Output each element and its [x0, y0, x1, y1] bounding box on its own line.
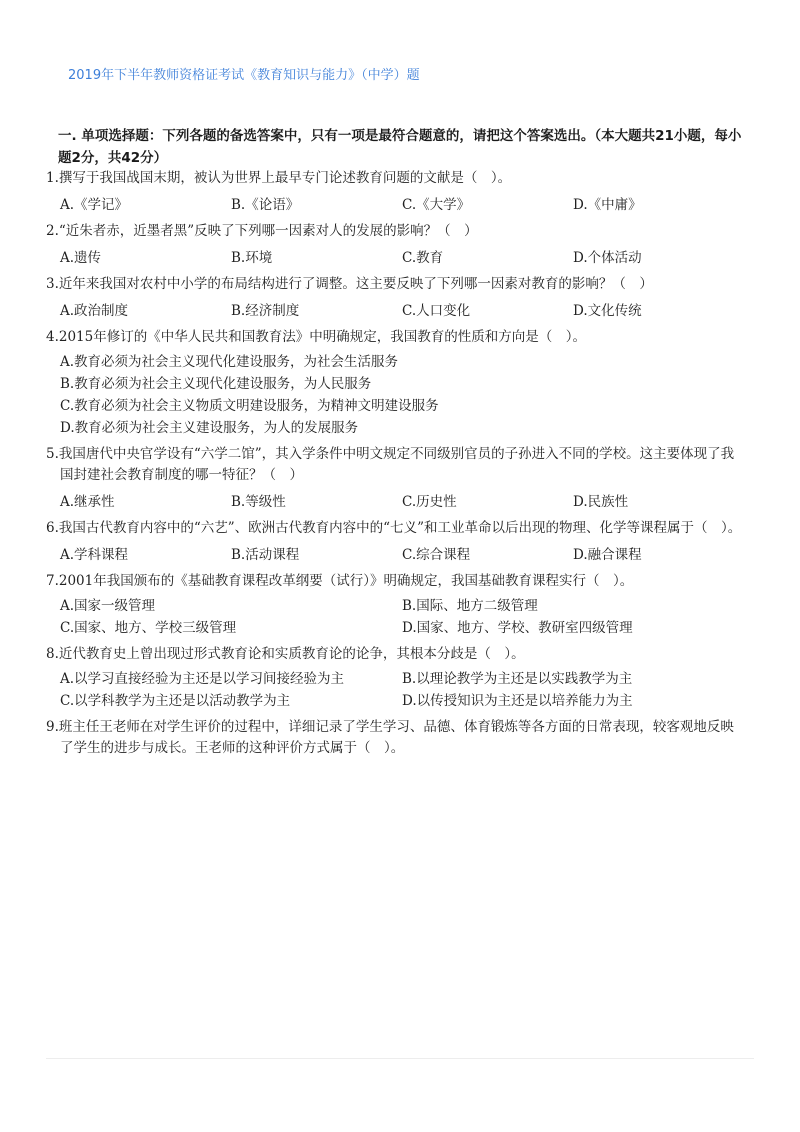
option-a: A.国家一级管理	[60, 598, 156, 614]
question-1	[46, 168, 746, 216]
option-d: D.融合课程	[573, 547, 642, 563]
option-d: D.民族性	[573, 494, 629, 510]
option-c: C.以学科教学为主还是以活动教学为主	[60, 693, 291, 709]
question-stem: 2.“近朱者赤，近墨者黑”反映了下列哪一因素对人的发展的影响？（ ）	[46, 223, 478, 239]
question-list	[46, 168, 746, 764]
section-header: 一. 单项选择题：下列各题的备选答案中，只有一项是最符合题意的，请把这个答案选出。（本大题共21小题，每小题2分，共42分）	[58, 128, 742, 166]
option-a: A.政治制度	[60, 303, 129, 319]
question-7	[46, 571, 746, 639]
option-a: A.教育必须为社会主义现代化建设服务，为社会生活服务	[60, 354, 399, 370]
question-stem: 8.近代教育史上曾出现过形式教育论和实质教育论的论争，其根本分歧是（ ）。	[46, 646, 525, 662]
option-b: B.活动课程	[231, 547, 300, 563]
question-stem: 5.我国唐代中央官学设有“六学二馆”，其入学条件中明文规定不同级别官员的子孙进入不同的学校。这主要体现了我国封建社会教育制度的哪一特征？（ ）	[46, 446, 735, 483]
option-c: C.教育	[402, 250, 444, 266]
option-d: D.国家、地方、学校、教研室四级管理	[402, 620, 633, 636]
option-c: C.综合课程	[402, 547, 471, 563]
question-5	[46, 444, 746, 513]
option-c: C.人口变化	[402, 303, 471, 319]
question-2	[46, 221, 746, 269]
option-d: D.《中庸》	[573, 197, 642, 213]
option-d: D.个体活动	[573, 250, 642, 266]
option-b: B.经济制度	[231, 303, 300, 319]
question-stem: 7.2001年我国颁布的《基础教育课程改革纲要（试行）》明确规定，我国基础教育课程实行（ ）。	[46, 573, 634, 589]
option-b: B.环境	[231, 250, 273, 266]
question-stem: 9.班主任王老师在对学生评价的过程中，详细记录了学生学习、品德、体育锻炼等各方面的日常表现，较客观地反映了学生的进步与成长。王老师的这种评价方式属于（ ）。	[46, 719, 734, 756]
option-a: A.继承性	[60, 494, 115, 510]
option-b: B.《论语》	[231, 197, 300, 213]
question-8	[46, 644, 746, 712]
option-b: B.等级性	[231, 494, 286, 510]
question-9	[46, 717, 746, 759]
question-stem: 6.我国古代教育内容中的“六艺”、欧洲古代教育内容中的“七义”和工业革命以后出现的物理、化学等课程属于（ ）。	[46, 520, 742, 536]
option-a: A.学科课程	[60, 547, 129, 563]
option-a: A.《学记》	[60, 197, 129, 213]
option-c: C.《大学》	[402, 197, 471, 213]
question-4	[46, 327, 746, 439]
option-d: D.以传授知识为主还是以培养能力为主	[402, 693, 633, 709]
page-title: 2019年下半年教师资格证考试《教育知识与能力》（中学）题	[68, 68, 420, 83]
option-a: A.以学习直接经验为主还是以学习间接经验为主	[60, 671, 345, 687]
option-d: D.文化传统	[573, 303, 642, 319]
option-b: B.教育必须为社会主义现代化建设服务，为人民服务	[60, 376, 372, 392]
footer-divider	[46, 1058, 754, 1059]
question-stem: 1.撰写于我国战国末期，被认为世界上最早专门论述教育问题的文献是（ ）。	[46, 170, 512, 186]
question-stem: 3.近年来我国对农村中小学的布局结构进行了调整。这主要反映了下列哪一因素对教育的影响？（ ）	[46, 276, 653, 292]
question-3	[46, 274, 746, 322]
option-b: B.国际、地方二级管理	[402, 598, 538, 614]
option-c: C.教育必须为社会主义物质文明建设服务，为精神文明建设服务	[60, 398, 439, 414]
question-6	[46, 518, 746, 566]
option-a: A.遗传	[60, 250, 102, 266]
question-stem: 4.2015年修订的《中华人民共和国教育法》中明确规定，我国教育的性质和方向是（ ）。	[46, 329, 586, 345]
option-c: C.历史性	[402, 494, 457, 510]
option-b: B.以理论教学为主还是以实践教学为主	[402, 671, 633, 687]
option-c: C.国家、地方、学校三级管理	[60, 620, 237, 636]
option-d: D.教育必须为社会主义建设服务，为人的发展服务	[60, 420, 359, 436]
